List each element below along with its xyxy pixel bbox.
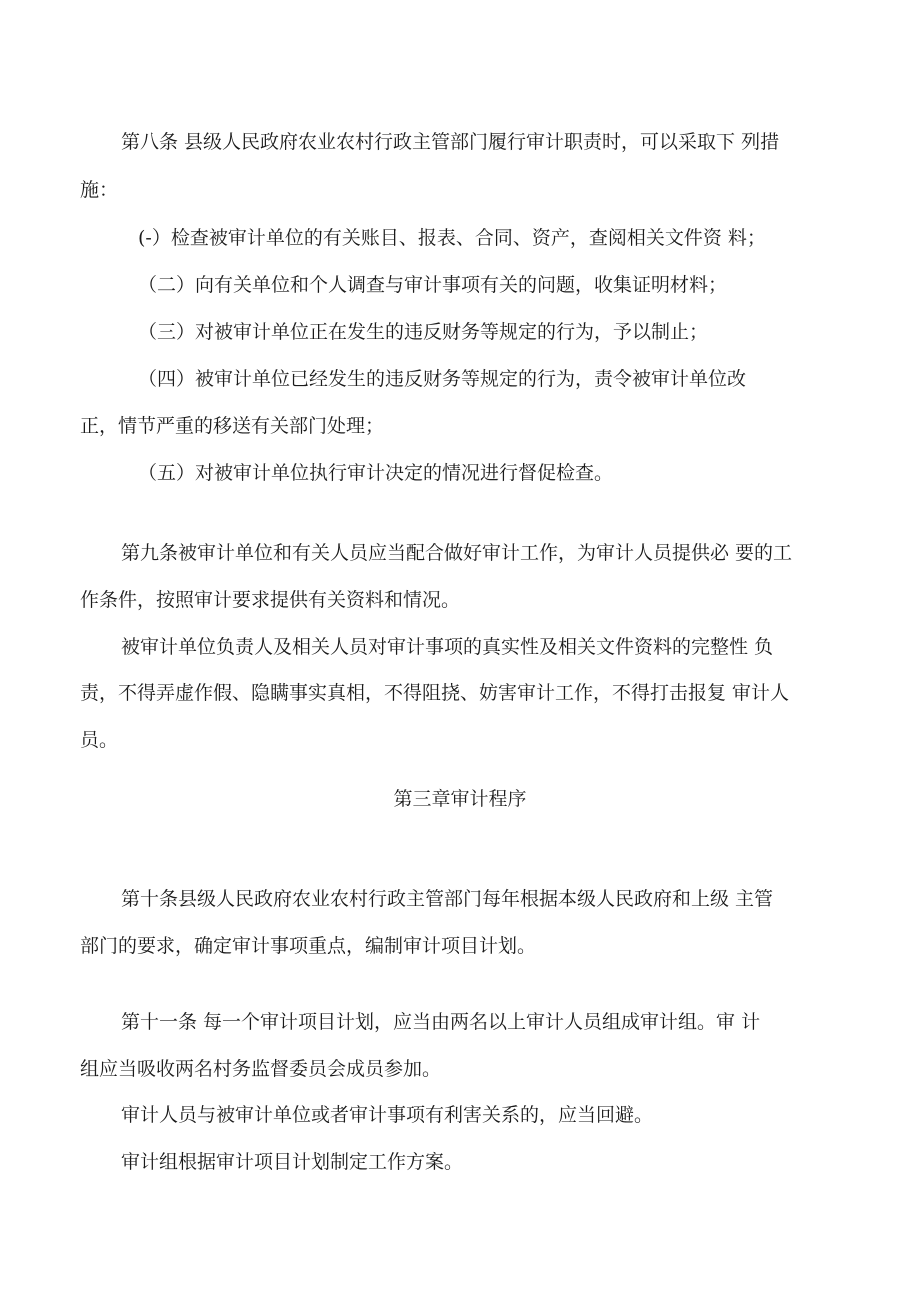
article-8-line-1: 第八条 县级人民政府农业农村行政主管部门履行审计职责时，可以采取下 列措 <box>121 131 780 153</box>
article-9-p2-line-2: 责，不得弄虚作假、隐瞒事实真相，不得阻挠、妨害审计工作，不得打击报复 审计人 <box>80 682 790 704</box>
article-8-item-4-line-1: （四）被审计单位已经发生的违反财务等规定的行为，责令被审计单位改 <box>138 368 747 390</box>
article-9-p1-line-2: 作条件，按照审计要求提供有关资料和情况。 <box>80 589 461 611</box>
article-8-item-3: （三）对被审计单位正在发生的违反财务等规定的行为，予以制止； <box>138 321 709 343</box>
article-8-item-1: (-）检查被审计单位的有关账目、报表、合同、资产，查阅相关文件资 料； <box>138 227 766 249</box>
article-11-line-2: 组应当吸收两名村务监督委员会成员参加。 <box>80 1058 442 1080</box>
article-8-line-2: 施： <box>80 179 119 201</box>
article-10-line-1: 第十条县级人民政府农业农村行政主管部门每年根据本级人民政府和上级 主管 <box>121 888 774 910</box>
article-8-item-2: （二）向有关单位和个人调查与审计事项有关的问题，收集证明材料； <box>138 274 728 296</box>
article-8-item-5: （五）对被审计单位执行审计决定的情况进行督促检查。 <box>138 462 614 484</box>
article-9-p2-line-3: 员。 <box>80 729 119 751</box>
chapter-title: 第三章审计程序 <box>393 788 527 810</box>
article-11-p3: 审计组根据审计项目计划制定工作方案。 <box>121 1151 464 1173</box>
article-11-p2: 审计人员与被审计单位或者审计事项有利害关系的，应当回避。 <box>121 1104 654 1126</box>
article-10-line-2: 部门的要求，确定审计事项重点，编制审计项目计划。 <box>80 935 537 957</box>
article-9-p2-line-1: 被审计单位负责人及相关人员对审计事项的真实性及相关文件资料的完整性 负 <box>121 636 774 658</box>
article-8-item-4-line-2: 正，情节严重的移送有关部门处理； <box>80 415 385 437</box>
article-9-p1-line-1: 第九条被审计单位和有关人员应当配合做好审计工作，为审计人员提供必 要的工 <box>121 542 793 564</box>
article-11-line-1: 第十一条 每一个审计项目计划，应当由两名以上审计人员组成审计组。审 计 <box>121 1011 761 1033</box>
